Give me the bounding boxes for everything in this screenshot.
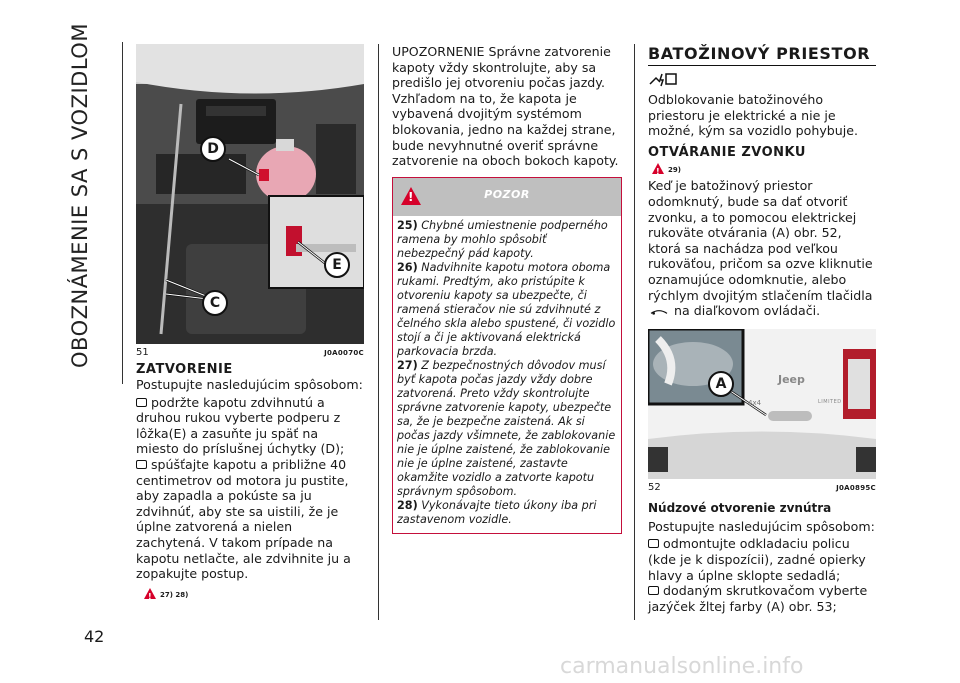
emergency-bullet-2 — [648, 583, 876, 614]
watermark: carmanualsonline.info — [560, 654, 804, 679]
warning-item: 26) Nadvihnite kapotu motora oboma rukami. Predtým, ako pristúpite k otvoreniu kapoty sa ubezpečte, či ramená stieračov nie sú zdvihnuté z čelného skla alebo spustené, či vozidlo stojí a či je aktivovaná elektrická parkovacia brzda. — [397, 260, 616, 358]
badge-brand: Jeep — [778, 372, 805, 386]
page-number: 42 — [84, 627, 105, 646]
figure-code: J0A0070C — [324, 349, 364, 357]
bullet-2 — [136, 457, 364, 582]
refs-text: 29) — [668, 165, 681, 174]
double-press-key-icon — [648, 308, 670, 316]
intro-text: Postupujte nasledujúcim spôsobom: — [136, 377, 363, 392]
warning-item: 28) Vykonávajte tieto úkony iba pri zastavenom vozidle. — [397, 498, 597, 526]
figure-label-c: C — [202, 290, 228, 316]
figure-52-caption — [648, 482, 876, 493]
column-middle — [392, 44, 622, 534]
figure-label-a: A — [708, 371, 734, 397]
column-right — [648, 44, 876, 614]
subheading: OTVÁRANIE ZVONKU — [648, 144, 806, 160]
section-heading: ZATVORENIE — [136, 362, 233, 377]
column-divider-1 — [378, 44, 379, 620]
sidebar-rule — [122, 42, 123, 384]
emergency-intro: Postupujte nasledujúcim spôsobom: — [648, 518, 875, 534]
refs-text: 27) 28) — [160, 590, 189, 599]
badge-trim: LIMITED — [818, 398, 842, 405]
warning-body — [393, 216, 621, 533]
emergency-bullet-1-text: odmontujte odkladaciu policu (kde je k dispozícii), zadné opierky hlavy a úplne sklopte sedadlá; — [648, 536, 866, 583]
warning-refs — [136, 585, 364, 604]
figure-number: 51 — [136, 347, 149, 358]
engine-bay-illustration — [136, 44, 364, 344]
emergency-bullet-2-text: dodaným skrutkovačom vyberte jazýček žltej farby (A) obr. 53; — [648, 583, 868, 614]
warning-triangle-icon — [652, 163, 664, 174]
intro-text: Odblokovanie batožinového priestoru je elektrické a nie je možné, kým sa vozidlo pohybuje. — [648, 92, 858, 139]
warning-header — [393, 178, 621, 216]
bullet-2-text: spúšťajte kapotu a približne 40 centimetrov od motora ju pustite, aby zapadla a pokúste sa ju zdvihnúť, aby ste sa uistili, že je úplne zatvorená a nielen zachytená. V takom prípade na kapotu netlačte, ale zdvihnite ju a zopakujte postup. — [136, 456, 351, 582]
figure-51-caption — [136, 347, 364, 358]
badge-4x4: 4x4 — [748, 398, 762, 407]
warning-triangle-icon — [144, 588, 156, 599]
column-left — [136, 44, 364, 603]
bullet-icon — [136, 398, 147, 407]
bullet-1 — [136, 395, 364, 457]
figure-52-photo — [648, 329, 876, 479]
figure-code: J0A0895C — [836, 483, 876, 492]
warning-box — [392, 177, 622, 534]
figure-51-photo — [136, 44, 364, 344]
electric-key-icon — [648, 70, 680, 88]
emergency-bullet-1 — [648, 536, 876, 583]
notice-text: UPOZORNENIE Správne zatvorenie kapoty vždy skontrolujte, aby sa predišlo jej otvoreniu počas jazdy. Vzhľadom na to, že kapota je vybavená dvojitým systémom blokovania, jedno na každej strane, bude nevyhnutné overiť správne zatvorenie na oboch bokoch kapoty. — [392, 44, 619, 169]
warning-item: 25) Chybné umiestnenie podperného ramena by mohlo spôsobiť nebezpečný pád kapoty. — [397, 218, 608, 260]
sidebar-title: OBOZNÁMENIE SA S VOZIDLOM — [68, 23, 92, 368]
section-heading: BATOŽINOVÝ PRIESTOR — [648, 44, 876, 66]
bullet-1-text: podržte kapotu zdvihnutú a druhou rukou vyberte podperu z lôžka(E) a zasuňte ju späť na miesto do príslušnej úchytky (D); — [136, 394, 345, 457]
warning-item: 27) Z bezpečnostných dôvodov musí byť kapota počas jazdy vždy dobre zatvorená. Preto vždy skontrolujte správne zatvorenie kapoty, ubezpečte sa, že je bezpečne zaistená. Ak si počas jazdy všimnete, že zablokovanie nie je úplne zaistené, že zablokovanie nie je úplne zaistené, zastavte okamžite vozidlo a zatvorte kapotu správnym spôsobom. — [397, 358, 616, 498]
bullet-icon — [136, 460, 147, 469]
bullet-icon — [648, 586, 659, 595]
sub-refs — [648, 160, 876, 179]
figure-label-d: D — [200, 136, 226, 162]
figure-number: 52 — [648, 481, 661, 493]
column-divider-2 — [634, 44, 635, 620]
tailgate-illustration — [648, 329, 876, 479]
emergency-heading: Núdzové otvorenie zvnútra — [648, 500, 832, 515]
figure-label-e: E — [324, 252, 350, 278]
bullet-icon — [648, 539, 659, 548]
opening-text: Keď je batožinový priestor odomknutý, bude sa dať otvoriť zvonku, a to pomocou elektrickej rukoväte otvárania (A) obr. 52, ktorá sa nachádza pod veľkou rukoväťou, pričom sa ozve kliknutie oznamujúce odomknutie, alebo rýchlym dvojitým stlačením tlačidla na diaľkovom ovládači. — [648, 178, 873, 319]
warning-label: POZOR — [484, 187, 530, 201]
